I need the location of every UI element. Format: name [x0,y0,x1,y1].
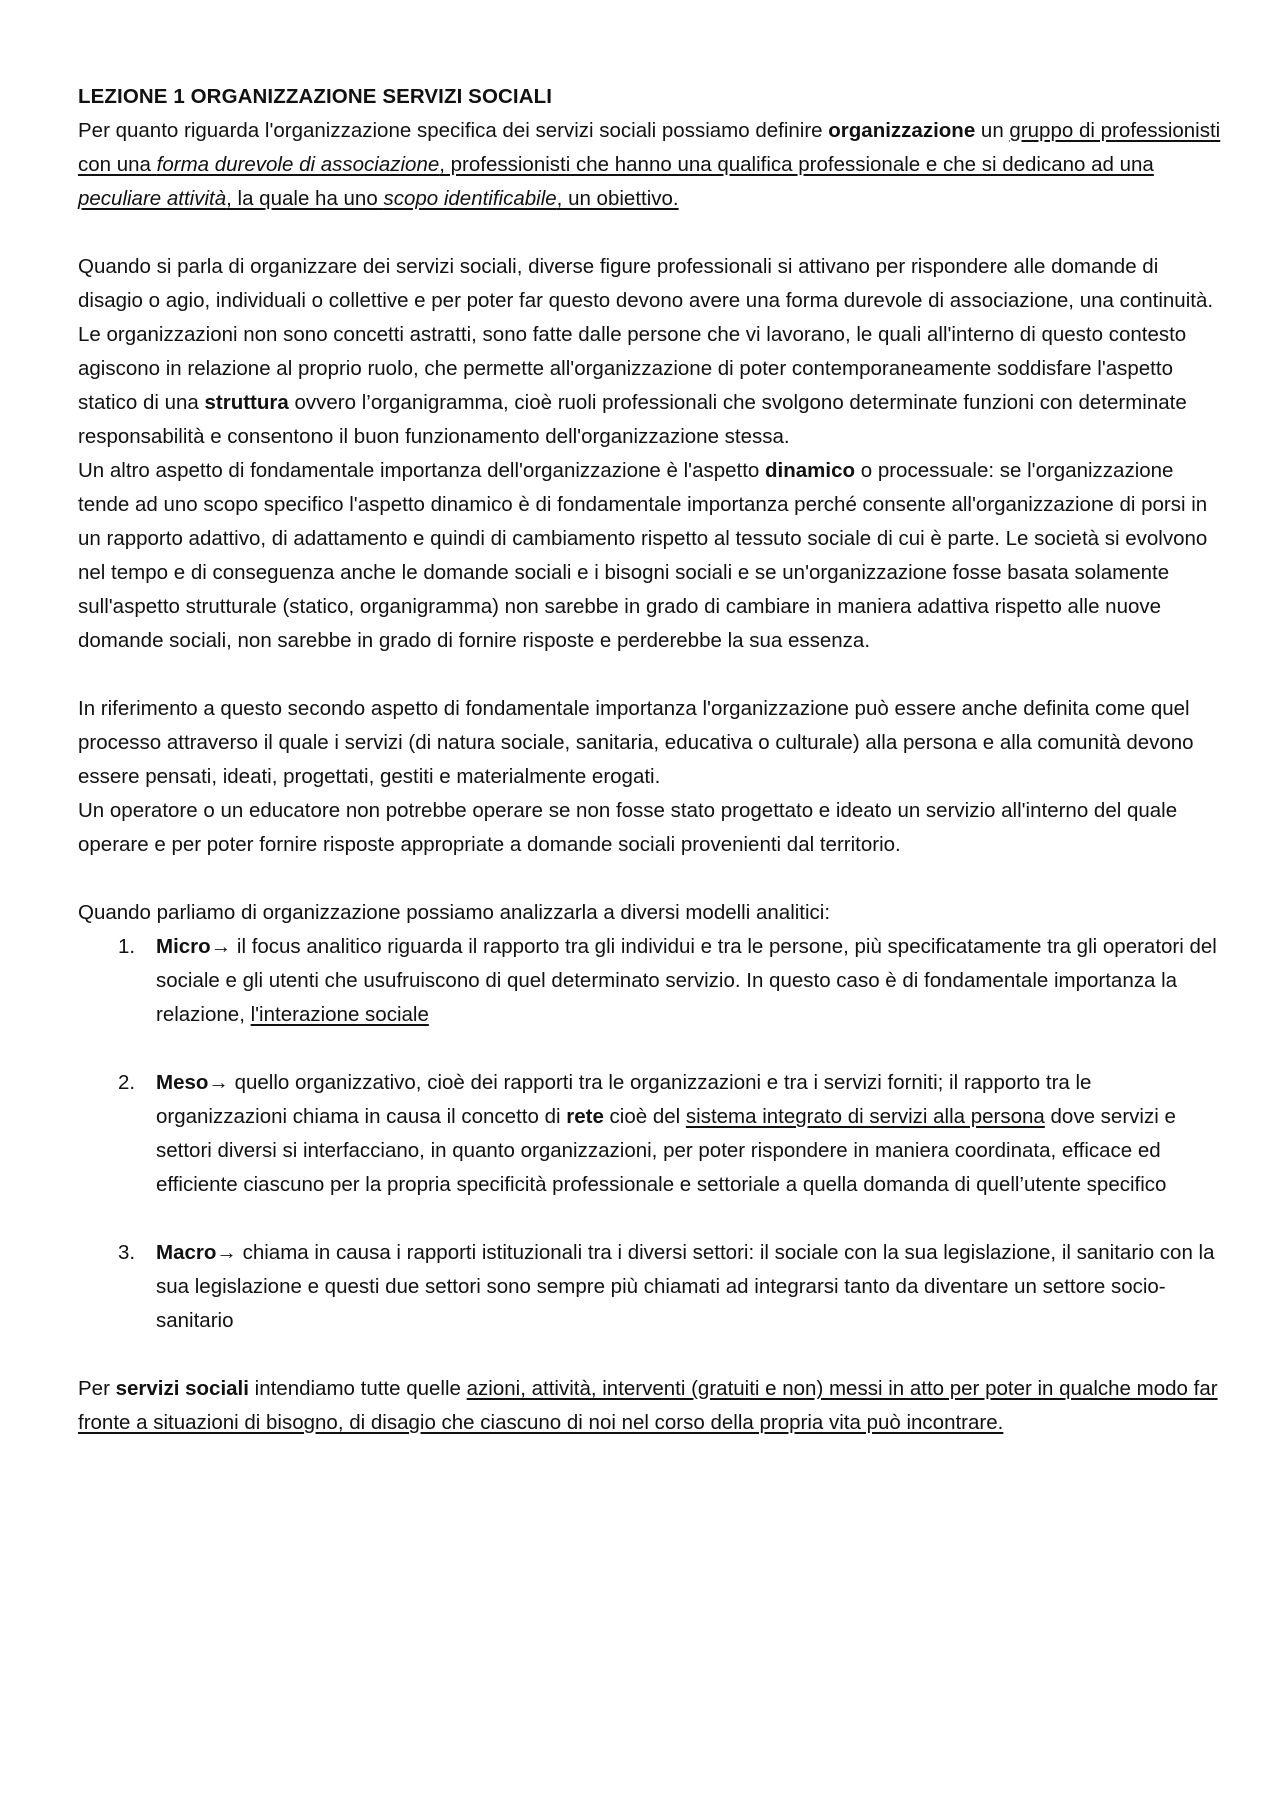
arrow-right-icon: → [208,1071,229,1094]
paragraph-social-services: Per servizi sociali intendiamo tutte quelle azioni, attività, interventi (gratuiti e non) messi in atto per poter in qualche modo far fronte a situazioni di bisogno, di disagio che ciascuno di noi nel corso della propria vita può incontrare. [78,1377,1218,1434]
arrow-right-icon: → [216,1241,237,1264]
list-label: Macro [156,1241,217,1264]
bold-term: organizzazione [828,119,976,142]
underlined-definition: gruppo di professionisti con una forma durevole di associazione, professionisti che hanno una qualifica professionale e che si dedicano ad una peculiare attività, la quale ha uno scopo identificabile, un obiettivo. [78,119,1221,210]
list-item-macro: 3. Macro→ chiama in causa i rapporti istituzionali tra i diversi settori: il sociale con la sua legislazione, il sanitario con la sua legislazione e questi due settori sono sempre più chiamati ad integrarsi tanto da diventare un settore socio-sanitario [78,1236,1228,1338]
paragraph-definition: Per quanto riguarda l'organizzazione specifica dei servizi sociali possiamo definire organizzazione un gruppo di professionisti con una forma durevole di associazione, professionisti che hanno una qualifica professionale e che si dedicano ad una peculiare attività, la quale ha uno scopo identificabile, un obiettivo. [78,119,1221,210]
list-number: 2. [118,1071,136,1094]
paragraph-dynamic: Un altro aspetto di fondamentale importanza dell'organizzazione è l'aspetto dinamico o processuale: se l'organizzazione tende ad uno scopo specifico l'aspetto dinamico è di fondamentale importanza perché consente all'organizzazione di porsi in un rapporto adattivo, di adattamento e quindi di cambiamento rispetto al tessuto sociale di cui è parte. Le società si evolvono nel tempo e di conseguenza anche le domande sociali e i bisogni sociali e se un'organizzazione fosse basata solamente sull'aspetto strutturale (statico, organigramma) non sarebbe in grado di cambiare in maniera adattiva rispetto alle nuove domande sociali, non sarebbe in grado di fornire risposte e perderebbe la sua essenza. [78,459,1208,652]
underlined-definition: azioni, attività, interventi (gratuiti e non) messi in atto per poter in qualche modo far fronte a situazioni di bisogno, di disagio che ciascuno di noi nel corso della propria vita può incontrare. [78,1377,1218,1434]
list-item-meso: 2. Meso→ quello organizzativo, cioè dei rapporti tra le organizzazioni e tra i servizi forniti; il rapporto tra le organizzazioni chiama in causa il concetto di rete cioè del sistema integrato di servizi alla persona dove servizi e settori diversi si interfacciano, in quanto organizzazioni, per poter rispondere in maniera coordinata, efficace ed efficiente ciascuno per la propria specificità professionale e settoriale a quella domanda di quell’utente specifico [78,1066,1228,1202]
models-list [78,930,1228,1338]
underlined-text: l'interazione sociale [250,1003,429,1026]
paragraph-models-intro: Quando parliamo di organizzazione possiamo analizzarla a diversi modelli analitici: [78,901,831,924]
list-item-micro: 1. Micro→ il focus analitico riguarda il rapporto tra gli individui e tra le persone, più specificatamente tra gli operatori del sociale e gli utenti che usufruiscono di quel determinato servizio. In questo caso è di fondamentale importanza la relazione, l'interazione sociale [78,930,1228,1032]
paragraph-operator: Un operatore o un educatore non potrebbe operare se non fosse stato progettato e ideato un servizio all'interno del quale operare e per poter fornire risposte appropriate a domande sociali provenienti dal territorio. [78,799,1178,856]
paragraph-spacer [78,658,1228,692]
paragraph-process: In riferimento a questo secondo aspetto di fondamentale importanza l'organizzazione può essere anche definita come quel processo attraverso il quale i servizi (di natura sociale, sanitaria, educativa o culturale) alla persona e alla comunità devono essere pensati, ideati, progettati, gestiti e materialmente erogati. [78,697,1194,788]
arrow-right-icon: → [210,935,232,958]
list-number: 1. [118,935,136,958]
bold-term: rete [566,1105,604,1128]
lesson-title: LEZIONE 1 ORGANIZZAZIONE SERVIZI SOCIALI [78,85,553,108]
paragraph-structure: Le organizzazioni non sono concetti astratti, sono fatte dalle persone che vi lavorano, le quali all'interno di questo contesto agiscono in relazione al proprio ruolo, che permette all'organizzazione di poter contemporaneamente soddisfare l'aspetto statico di una struttura ovvero l’organigramma, cioè ruoli professionali che svolgono determinate funzioni con determinate responsabilità e consentono il buon funzionamento dell'organizzazione stessa. [78,323,1187,448]
bold-term: struttura [204,391,289,414]
paragraph-spacer [78,1338,1228,1372]
list-spacer [78,1202,1228,1236]
document-body [78,80,1228,1440]
list-label: Meso [156,1071,209,1094]
list-label: Micro [156,935,211,958]
bold-term: dinamico [765,459,856,482]
paragraph-organize: Quando si parla di organizzare dei servizi sociali, diverse figure professionali si attivano per rispondere alle domande di disagio o agio, individuali o collettive e per poter far questo devono avere una forma durevole di associazione, una continuità. [78,255,1214,312]
bold-term: servizi sociali [115,1377,249,1400]
paragraph-spacer [78,862,1228,896]
list-spacer [78,1032,1228,1066]
list-number: 3. [118,1241,136,1264]
underlined-text: sistema integrato di servizi alla persona [685,1105,1045,1128]
paragraph-spacer [78,216,1228,250]
